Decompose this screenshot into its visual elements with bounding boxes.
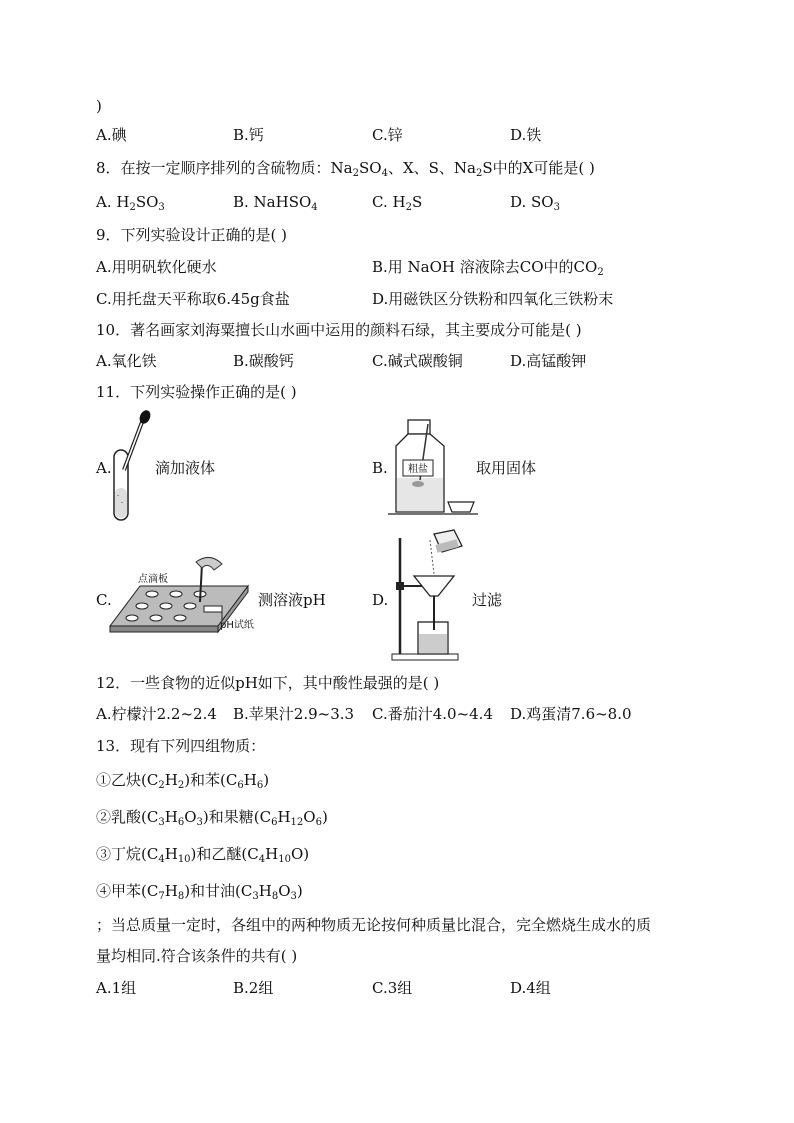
q11-option-c-caption: 测溶液pH xyxy=(258,591,326,609)
q9-option-c[interactable]: C.用托盘天平称取6.45g食盐 xyxy=(96,290,290,308)
q13-group-3: ③丁烷$(C_4H_{10})$和乙醚$(C_4H_{10}O)$ xyxy=(96,845,310,865)
q12-option-b[interactable]: B.苹果汁2.9~3.3 xyxy=(233,705,355,723)
q12-option-c[interactable]: C.番茄汁4.0~4.4 xyxy=(372,705,493,723)
q13-option-a[interactable]: A.1组 xyxy=(96,979,137,997)
q10-option-a[interactable]: A.氧化铁 xyxy=(96,352,157,370)
q8-option-c[interactable]: C. $H_2S$ xyxy=(372,193,423,213)
q10-option-c[interactable]: C.碱式碳酸铜 xyxy=(372,352,463,370)
q10-option-b[interactable]: B.碳酸钙 xyxy=(233,352,294,370)
ph-paper-text: pH试纸 xyxy=(220,620,254,631)
q11-option-c-label[interactable]: C. xyxy=(96,591,112,609)
q11-option-d-caption: 过滤 xyxy=(472,591,503,609)
dropper-test-tube-figure xyxy=(100,410,160,525)
q13-option-b[interactable]: B.2组 xyxy=(233,979,274,997)
q7-option-d[interactable]: D.铁 xyxy=(510,126,542,144)
q11-stem: 11．下列实验操作正确的是( ) xyxy=(96,383,297,401)
q13-condition-line-1: ；当总质量一定时，各组中的两种物质无论按何种质量比混合，完全燃烧生成水的质 xyxy=(96,916,652,934)
q8-option-a[interactable]: A. $H_2SO_3$ xyxy=(96,193,165,213)
q7-option-a[interactable]: A.碘 xyxy=(96,126,127,144)
q10-stem: 10．著名画家刘海粟擅长山水画中运用的颜料石绿，其主要成分可能是( ) xyxy=(96,321,582,339)
q13-stem: 13．现有下列四组物质： xyxy=(96,737,266,755)
q11-option-d-label[interactable]: D. xyxy=(372,591,389,609)
q7-option-b[interactable]: B.钙 xyxy=(233,126,264,144)
jar-label-text: 粗盐 xyxy=(408,464,428,475)
spot-plate-figure xyxy=(110,556,254,638)
q12-stem: 12．一些食物的近似pH如下，其中酸性最强的是( ) xyxy=(96,674,440,692)
q8-option-d[interactable]: D. $SO_3$ xyxy=(510,193,560,213)
q13-condition-line-2: 量均相同.符合该条件的共有( ) xyxy=(96,947,298,965)
salt-jar-figure xyxy=(388,418,478,516)
q13-group-1: ①乙炔$(C_2H_2)$和苯$(C_6H_6)$ xyxy=(96,771,270,791)
q9-option-a[interactable]: A.用明矾软化硬水 xyxy=(96,258,217,276)
q9-option-d[interactable]: D.用磁铁区分铁粉和四氧化三铁粉末 xyxy=(372,290,614,308)
q9-stem: 9．下列实验设计正确的是( ) xyxy=(96,226,288,244)
q13-group-2: ②乳酸$(C_3H_6O_3)$和果糖$(C_6H_{12}O_6)$ xyxy=(96,808,328,828)
q10-option-d[interactable]: D.高锰酸钾 xyxy=(510,352,587,370)
q13-option-c[interactable]: C.3组 xyxy=(372,979,413,997)
filtration-figure xyxy=(390,530,480,662)
q11-option-a-caption: 滴加液体 xyxy=(155,459,216,477)
q7-option-c[interactable]: C.锌 xyxy=(372,126,403,144)
q12-option-d[interactable]: D.鸡蛋清7.6~8.0 xyxy=(510,705,632,723)
q8-option-b[interactable]: B. NaHSO$_4$ xyxy=(233,193,318,213)
q13-option-d[interactable]: D.4组 xyxy=(510,979,551,997)
q9-option-b[interactable]: B.用 NaOH 溶液除去CO中的$CO_2$ xyxy=(372,258,604,278)
spot-plate-text: 点滴板 xyxy=(138,574,168,585)
q12-option-a[interactable]: A.柠檬汁2.2~2.4 xyxy=(96,705,217,723)
continued-paren: ) xyxy=(96,97,102,115)
q11-option-a-label[interactable]: A. xyxy=(96,459,112,477)
q11-option-b-caption: 取用固体 xyxy=(476,459,537,477)
q11-option-b-label[interactable]: B. xyxy=(372,459,388,477)
q8-stem: 8．在按一定顺序排列的含硫物质：$Na_2SO_4$、X、S、$Na_2S$中的X可能是( ) xyxy=(96,159,595,179)
q13-group-4: ④甲苯$(C_7H_8)$和甘油$(C_3H_8O_3)$ xyxy=(96,882,303,902)
